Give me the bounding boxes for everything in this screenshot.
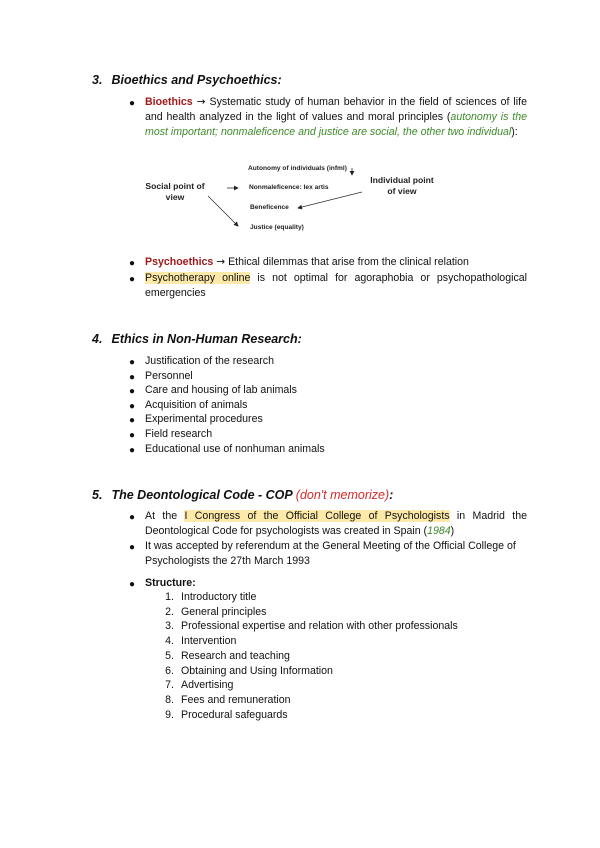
bullet-icon: ● (129, 258, 136, 269)
section-title: The Deontological Code - COP (111, 488, 293, 502)
congress-highlight: I Congress of the Official College of Psychologists (184, 510, 450, 522)
diagram-justice: Justice (equality) (250, 224, 304, 231)
list-item: Intervention (181, 635, 237, 647)
list-item: Educational use of nonhuman animals (145, 443, 325, 455)
list-item: Experimental procedures (145, 413, 263, 425)
bullet-icon: ● (129, 430, 136, 441)
psychoethics-paragraph (145, 255, 527, 270)
list-item: Care and housing of lab animals (145, 384, 297, 396)
section-number: 3. (92, 73, 103, 87)
list-item: Fees and remuneration (181, 694, 291, 706)
section-number: 5. (92, 488, 103, 502)
congress-pre: At the (145, 510, 185, 522)
diagram-beneficence: Beneficence (250, 204, 289, 211)
list-item: Obtaining and Using Information (181, 665, 333, 677)
psychoethics-definition: Ethical dilemmas that arise from the clinical relation (225, 256, 469, 268)
section-title: Bioethics and Psychoethics: (111, 73, 282, 87)
bullet-icon: ● (129, 401, 136, 412)
bullet-icon: ● (129, 445, 136, 456)
congress-year: 1984 (427, 525, 451, 537)
online-term: Psychotherapy online (145, 272, 251, 284)
list-item: Procedural safeguards (181, 709, 288, 721)
online-paragraph (145, 271, 527, 301)
bioethics-end: ): (511, 126, 518, 138)
bullet-icon: ● (129, 98, 136, 109)
bioethics-note: autonomy is the most important; nonmaleficence and justice are social, the other two individual (145, 111, 527, 138)
list-item: Introductory title (181, 591, 257, 603)
diagram-nonmaleficence: Nonmaleficence: lex artis (249, 184, 329, 191)
document-page: 3. Bioethics and Psychoethics: ● Bioethics → Systematic study of human behavior in the field of sciences of life and health analyzed in the light of values and moral principles (autonomy is the most important; nonmaleficence and justice are social, the other two individual): Social point of view Individual point of view Autonomy of individuals (infml) Nonmaleficence: lex artis Beneficence Justice (equality) ● Psychoethics → Ethical dilemmas that arise from the clinical relation ● Psychotherapy online is not optimal for agoraphobia or psychopathological emergencies 4. Ethics in Non-Human Research: ● Justification of the research ● Personnel ● Care and housing of lab animals ● Acquisition of animals ● Experimental procedures ● Field research ● Educational use of nonhuman animals 5. The Deontological Code - COP (don't memorize): ● At the I Congress of the Official College of Psychologists in Madrid the Deontological Code for psychologists was created in Spain (1984) ● It was accepted by referendum at the General Meeting of the Official College of Psychologists the 27th March 1993 ● Structure: 1. Introductory title 2. General principles 3. Professional expertise and relation with other professionals 4. Intervention 5. Research and teaching 6. Obtaining and Using Information 7. Advertising 8. Fees and remuneration 9. Procedural safeguards (0, 0, 600, 848)
bullet-icon: ● (129, 357, 136, 368)
diagram-autonomy: Autonomy of individuals (infml) (248, 165, 347, 172)
referendum-paragraph: It was accepted by referendum at the General Meeting of the Official College of Psychologists the 27th March 1993 (145, 540, 516, 567)
arrow-icon: → (216, 256, 226, 268)
section-title: Ethics in Non-Human Research: (111, 332, 302, 346)
list-item: General principles (181, 606, 267, 618)
arrow-social-justice (208, 196, 238, 226)
structure-label: Structure: (145, 577, 196, 589)
bullet-icon: ● (129, 542, 136, 553)
list-item: Advertising (181, 679, 234, 691)
bullet-icon: ● (129, 415, 136, 426)
bullet-icon: ● (129, 386, 136, 397)
diagram-social-label: Social point of view (145, 181, 205, 202)
list-item: Justification of the research (145, 355, 274, 367)
congress-paragraph (145, 509, 527, 539)
section-note: don't memorize (299, 488, 385, 502)
diagram-individual-label: Individual point of view (370, 175, 434, 196)
bioethics-definition: Systematic study of human behavior in the field of sciences of life and health analyzed in the light of values and moral principles ( (145, 96, 527, 123)
list-item: Acquisition of animals (145, 399, 248, 411)
section-number: 4. (92, 332, 103, 346)
arrow-icon: → (196, 96, 206, 108)
list-item: Research and teaching (181, 650, 290, 662)
section-5-heading: 5. The Deontological Code - COP (don't memorize): (92, 488, 394, 502)
list-item: Field research (145, 428, 213, 440)
online-definition: is not optimal for agoraphobia or psychopathological emergencies (145, 272, 527, 299)
list-item: Professional expertise and relation with other professionals (181, 620, 458, 632)
bullet-icon: ● (129, 512, 136, 523)
congress-mid: in Madrid the Deontological Code for psychologists was created in Spain ( (145, 510, 527, 537)
psychoethics-term: Psychoethics (145, 256, 214, 268)
congress-end: ) (450, 525, 455, 537)
arrow-individual-beneficence (298, 192, 362, 208)
bullet-icon: ● (129, 274, 136, 285)
bullet-icon: ● (129, 579, 136, 590)
list-item: Personnel (145, 370, 193, 382)
bullet-icon: ● (129, 372, 136, 383)
bioethics-term: Bioethics (145, 96, 193, 108)
section-4-heading (92, 332, 302, 346)
